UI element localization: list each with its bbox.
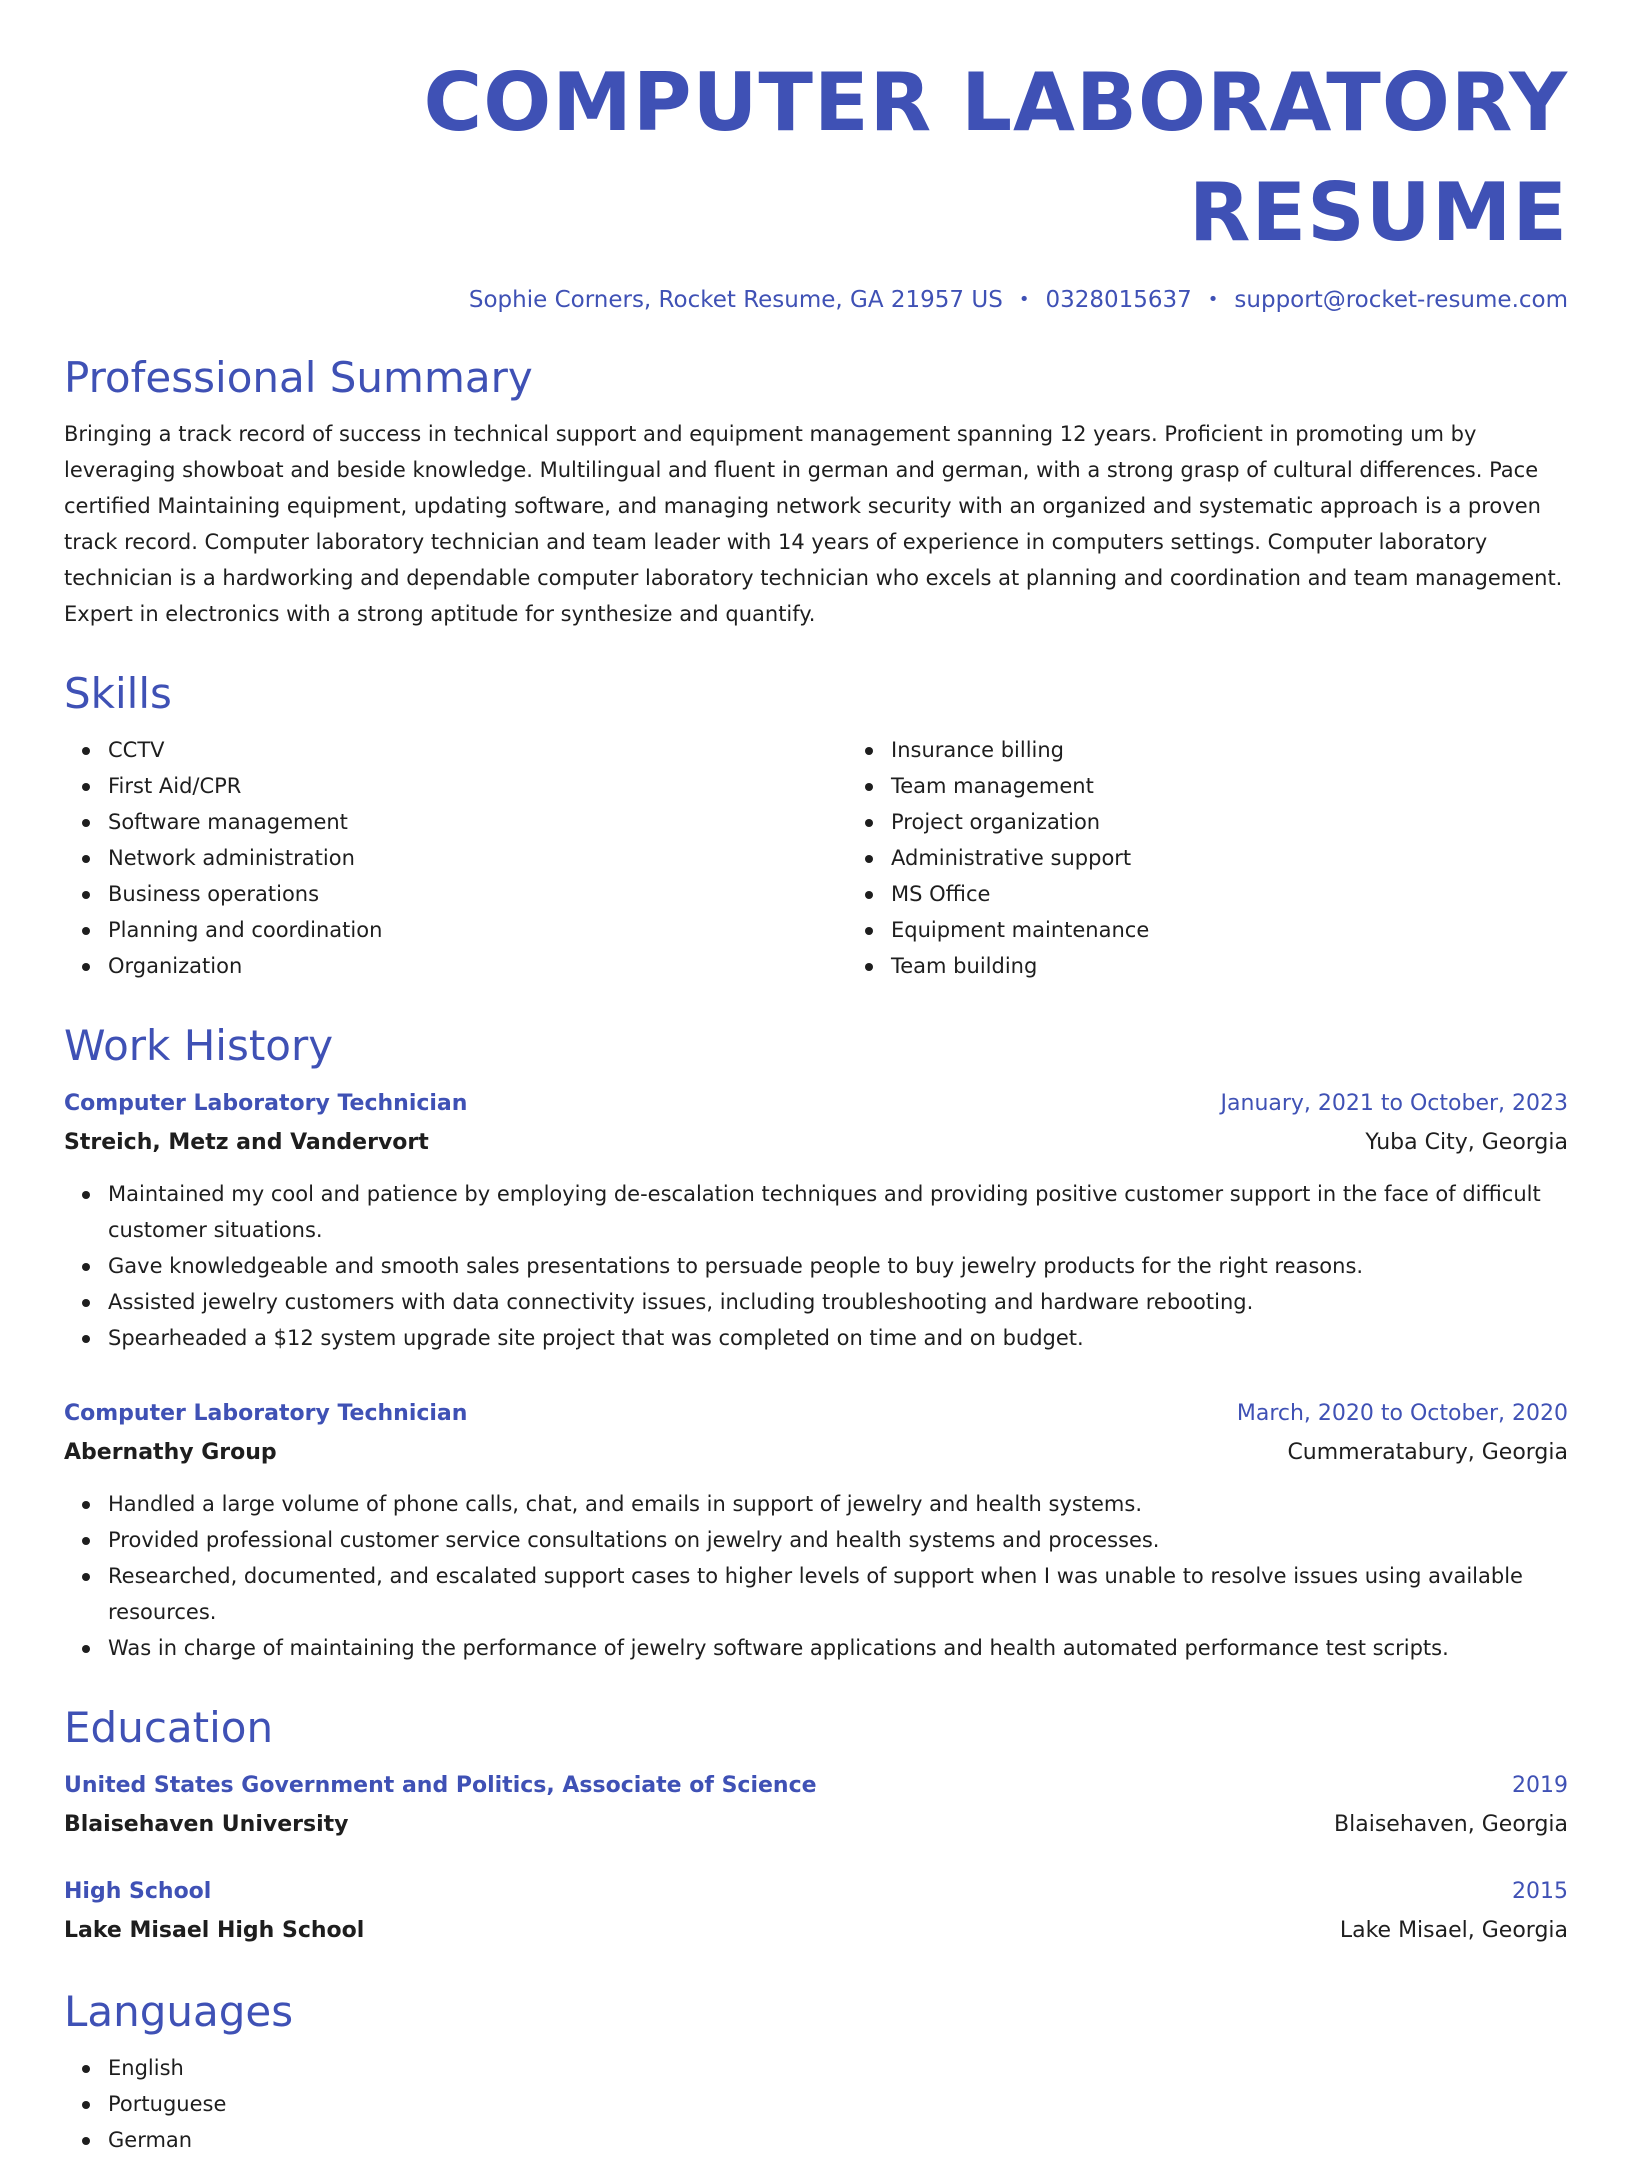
job-bullet: Spearheaded a $12 system upgrade site project that was completed on time and on budget. — [108, 1320, 1568, 1356]
skill-item: Team building — [891, 948, 1630, 984]
job-bullet: Assisted jewelry customers with data connectivity issues, including troubleshooting and hardware rebooting. — [108, 1284, 1568, 1320]
section-heading-education: Education — [64, 1703, 274, 1752]
school-location: Lake Misael, Georgia — [1339, 1918, 1568, 1943]
section-heading-languages: Languages — [64, 1987, 294, 2036]
contact-phone: 0328015637 — [1045, 287, 1192, 313]
summary-text: Bringing a track record of success in technical support and equipment management spanning 12 years. Proficient in promoting um by leveraging showboat and beside knowledge. Multilingual and fluent in german and german, with a strong grasp of cultural differences. Pace certified Maintaining equipment, updating software, and managing network security with an organized and systematic approach is a proven track record. Computer laboratory technician and team leader with 14 years of experience in computers settings. Computer laboratory technician is a hardworking and dependable computer laboratory technician who excels at planning and coordination and team management. Expert in electronics with a strong aptitude for synthesize and quantify. — [64, 422, 1563, 626]
section-heading-work: Work History — [64, 1021, 334, 1070]
company-name: Abernathy Group — [64, 1440, 277, 1465]
section-heading-skills: Skills — [64, 669, 172, 718]
language-item: German — [108, 2122, 1568, 2158]
job-bullet: Was in charge of maintaining the performance of jewelry software applications and health automated performance test scripts. — [108, 1630, 1568, 1666]
job-title: Computer Laboratory Technician — [64, 1401, 468, 1426]
job-bullet: Gave knowledgeable and smooth sales presentations to persuade people to buy jewelry products for the right reasons. — [108, 1248, 1568, 1284]
education-year: 2015 — [1512, 1879, 1568, 1904]
job-location: Yuba City, Georgia — [1365, 1130, 1568, 1155]
job-bullets — [64, 1486, 1568, 1666]
job-dates: January, 2021 to October, 2023 — [1220, 1091, 1568, 1116]
skill-item: Software management — [108, 804, 847, 840]
skill-item: CCTV — [108, 732, 847, 768]
skill-item: Equipment maintenance — [891, 912, 1630, 948]
school-name: Lake Misael High School — [64, 1918, 365, 1943]
job-location: Cummeratabury, Georgia — [1287, 1440, 1568, 1465]
education-year: 2019 — [1512, 1773, 1568, 1798]
skills-list-right — [847, 732, 1630, 984]
skill-item: Network administration — [108, 840, 847, 876]
language-item: English — [108, 2050, 1568, 2086]
job-bullets — [64, 1176, 1568, 1356]
job-bullet: Handled a large volume of phone calls, chat, and emails in support of jewelry and health systems. — [108, 1486, 1568, 1522]
school-location: Blaisehaven, Georgia — [1334, 1812, 1568, 1837]
job-bullet: Maintained my cool and patience by employing de-escalation techniques and providing positive customer support in the face of difficult customer situations. — [108, 1176, 1568, 1248]
skill-item: Team management — [891, 768, 1630, 804]
school-name: Blaisehaven University — [64, 1812, 349, 1837]
skill-item: Insurance billing — [891, 732, 1630, 768]
work-entry — [64, 1084, 1568, 1356]
language-item: Portuguese — [108, 2086, 1568, 2122]
contact-line — [64, 284, 1568, 316]
contact-email: support@rocket-resume.com — [1234, 287, 1568, 313]
education-entry — [64, 1872, 1568, 1950]
skill-item: First Aid/CPR — [108, 768, 847, 804]
education-entry — [64, 1766, 1568, 1844]
languages-list — [64, 2050, 1568, 2158]
skills-list-left — [64, 732, 847, 984]
skill-item: MS Office — [891, 876, 1630, 912]
contact-separator: • — [1018, 289, 1030, 310]
job-bullet: Provided professional customer service consultations on jewelry and health systems and processes. — [108, 1522, 1568, 1558]
section-heading-summary: Professional Summary — [64, 353, 533, 402]
skill-item: Organization — [108, 948, 847, 984]
company-name: Streich, Metz and Vandervort — [64, 1130, 429, 1155]
skill-item: Administrative support — [891, 840, 1630, 876]
skill-item: Planning and coordination — [108, 912, 847, 948]
skill-item: Business operations — [108, 876, 847, 912]
job-title: Computer Laboratory Technician — [64, 1091, 468, 1116]
skill-item: Project organization — [891, 804, 1630, 840]
degree-title: High School — [64, 1879, 212, 1904]
contact-separator: • — [1207, 289, 1219, 310]
degree-title: United States Government and Politics, Associate of Science — [64, 1773, 817, 1798]
contact-address: Sophie Corners, Rocket Resume, GA 21957 US — [468, 287, 1003, 313]
resume-title: COMPUTER LABORATORY RESUME — [423, 56, 1568, 259]
job-bullet: Researched, documented, and escalated support cases to higher levels of support when I was unable to resolve issues using available resources. — [108, 1558, 1568, 1630]
skills-grid — [64, 732, 1568, 984]
job-dates: March, 2020 to October, 2020 — [1236, 1401, 1568, 1426]
work-entry — [64, 1394, 1568, 1666]
